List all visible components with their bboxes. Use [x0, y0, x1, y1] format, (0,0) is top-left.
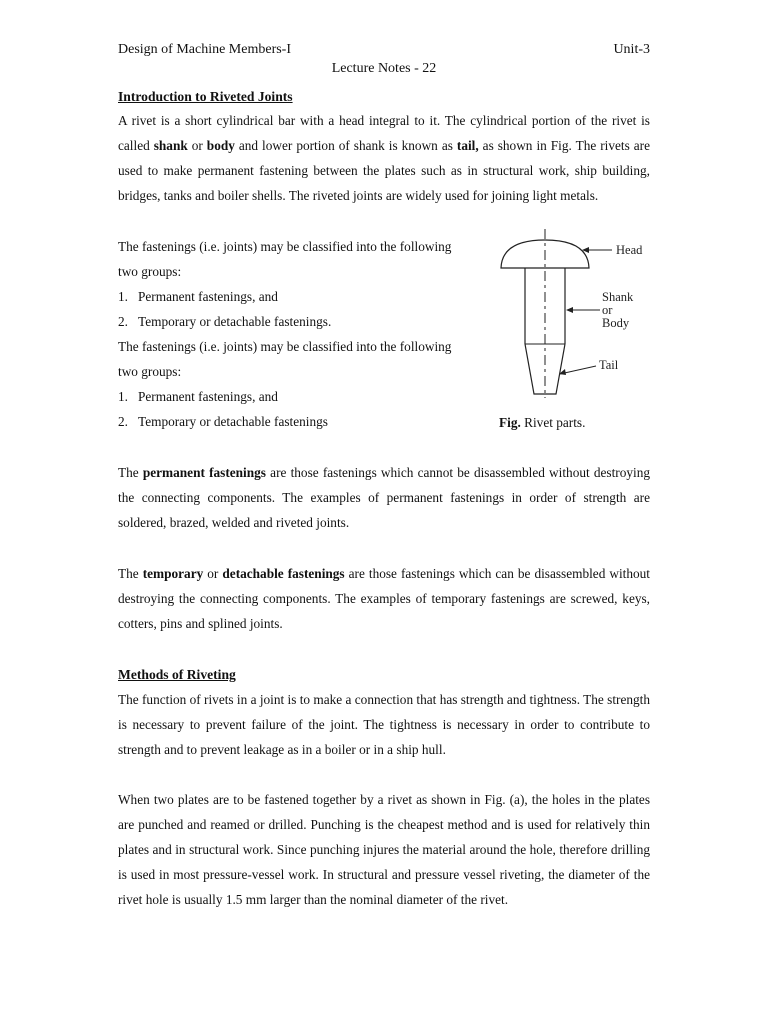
classify-text-line: two groups: — [118, 264, 182, 279]
intro-paragraph: A rivet is a short cylindrical bar with a head integral to it. The cylindrical portion of the rivet is called shank or body and lower portion of shank is known as tail, as shown in Fig. The rivets are used to make permanent fastening between the plates such as in structural work, ship building, bridges, tanks and boiler shells. The riveted joints are widely used for joining light metals. — [118, 113, 650, 203]
list-item: 2. Temporary or detachable fastenings. — [118, 314, 332, 329]
label-shank: Shank — [602, 290, 634, 304]
unit-label: Unit-3 — [613, 42, 650, 57]
permanent-paragraph: The permanent fastenings are those fastenings which cannot be disassembled without destroying the connecting components. The examples of permanent fastenings in order of strength are soldered, brazed, welded and riveted joints. — [118, 465, 650, 530]
temporary-paragraph: The temporary or detachable fastenings are those fastenings which can be disassembled without destroying the connecting components. The examples of temporary fastenings are screwed, keys, cotters, pins and splined joints. — [118, 566, 651, 631]
rivet-figure — [496, 226, 650, 402]
label-head: Head — [616, 243, 643, 257]
section-heading-methods: Methods of Riveting — [118, 667, 236, 682]
rivet-diagram — [496, 226, 650, 402]
section-heading-introduction: Introduction to Riveted Joints — [118, 89, 293, 104]
classify-text-line: The fastenings (i.e. joints) may be classified into the following — [118, 339, 452, 354]
punching-paragraph: When two plates are to be fastened together by a rivet as shown in Fig. (a), the holes in the plates are punched and reamed or drilled. Punching is the cheapest method and is used for relatively thin plates and in structural work. Since punching injures the material around the hole, therefore drilling is used in most pressure-vessel work. In structural and pressure vessel riveting, the diameter of the rivet hole is usually 1.5 mm larger than the nominal diameter of the rivet. — [118, 792, 650, 907]
function-paragraph: The function of rivets in a joint is to make a connection that has strength and tightness. The strength is necessary to prevent failure of the joint. The tightness is necessary in order to contribute to strength and to prevent leakage as in a boiler or in a ship hull. — [118, 692, 650, 757]
label-body: Body — [602, 316, 630, 330]
list-item: 1. Permanent fastenings, and — [118, 389, 278, 404]
shank-arrow-icon — [566, 307, 573, 313]
list-item: 2. Temporary or detachable fastenings — [118, 414, 328, 429]
lecture-label: Lecture Notes - 22 — [331, 61, 437, 76]
course-title: Design of Machine Members-I — [118, 42, 292, 57]
classify-text-line: The fastenings (i.e. joints) may be classified into the following — [118, 239, 452, 254]
label-tail: Tail — [599, 358, 619, 372]
document-page — [118, 0, 650, 1024]
label-or: or — [602, 303, 613, 317]
figure-caption: Fig. Rivet parts. — [499, 415, 586, 430]
classify-text-line: two groups: — [118, 364, 182, 379]
classification-block — [118, 234, 490, 434]
list-item: 1. Permanent fastenings, and — [118, 289, 278, 304]
